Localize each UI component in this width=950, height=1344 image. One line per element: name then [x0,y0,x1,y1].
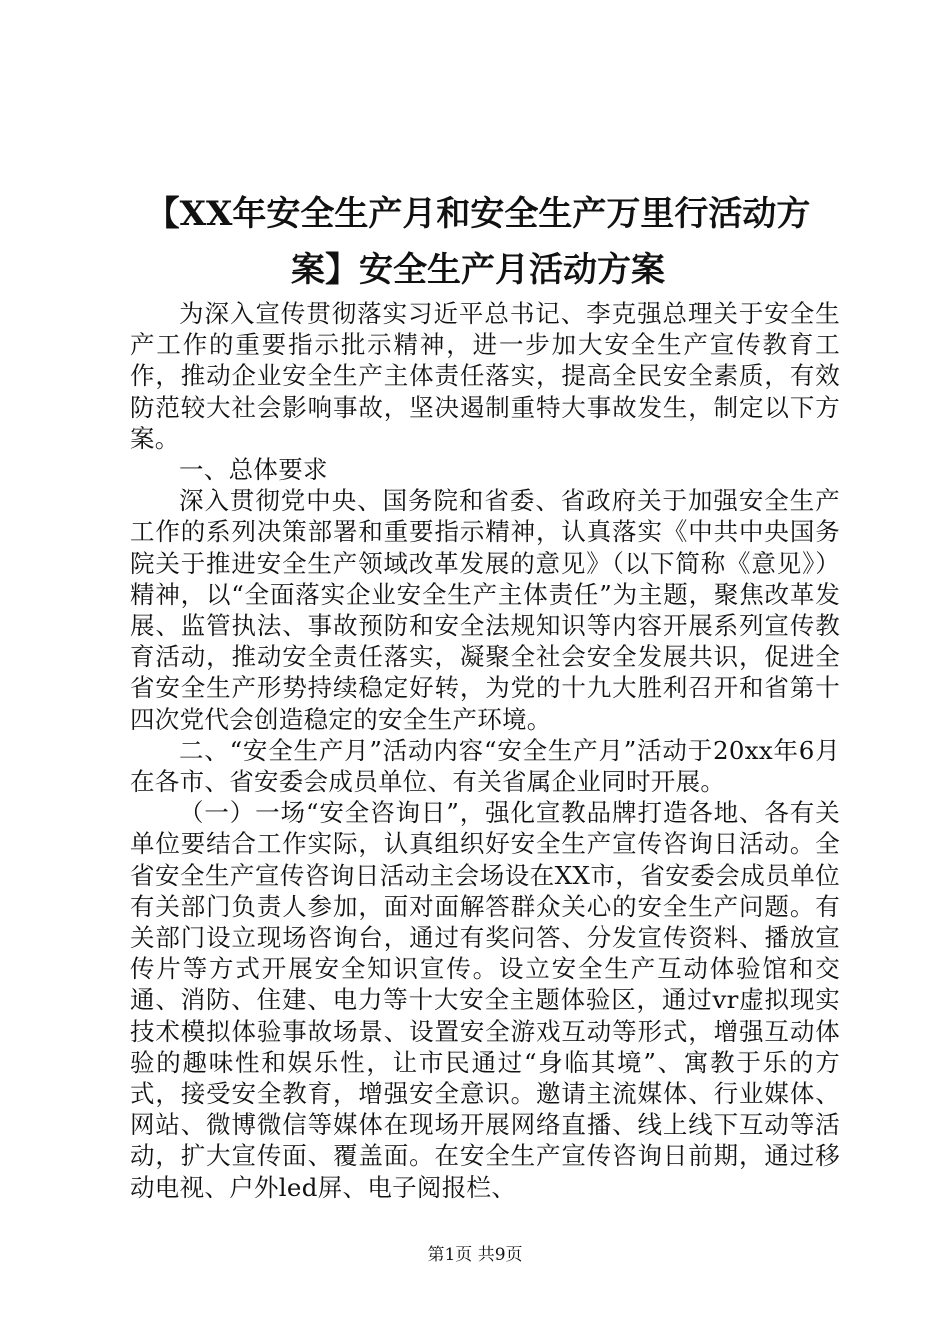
section-heading-general-requirements: 一、总体要求 [179,455,328,485]
paragraph-general-requirements: 深入贯彻党中央、国务院和省委、省政府关于加强安全生产工作的系列决策部署和重要指示精神，认真落实《中共中央国务院关于推进安全生产领域改革发展的意见》（以下简称《意见》）精神，以“全面落实企业安全生产主体责任”为主题，聚焦改革发展、监管执法、事故预防和安全法规知识等内容开展系列宣传教育活动，推动安全责任落实，凝聚全社会安全发展共识，促进全省安全生产形势持续稳定好转，为党的十九大胜利召开和省第十四次党代会创造稳定的安全生产环境。 [130,486,840,734]
paragraph-safety-consultation-day: （一）一场“安全咨询日”，强化宣教品牌打造各地、各有关单位要结合工作实际，认真组织好安全生产宣传咨询日活动。全省安全生产宣传咨询日活动主会场设在XX市，省安委会成员单位有关部门负责人参加，面对面解答群众关心的安全生产问题。有关部门设立现场咨询台，通过有奖问答、分发宣传资料、播放宣传片等方式开展安全知识宣传。设立安全生产互动体验馆和交通、消防、住建、电力等十大安全主题体验区，通过vr虚拟现实技术模拟体验事故场景、设置安全游戏互动等形式，增强互动体验的趣味性和娱乐性，让市民通过“身临其境”、寓教于乐的方式，接受安全教育，增强安全意识。邀请主流媒体、行业媒体、网站、微博微信等媒体在现场开展网络直播、线上线下互动等活动，扩大宣传面、覆盖面。在安全生产宣传咨询日前期，通过移动电视、户外led屏、电子阅报栏、 [130,798,840,1202]
section-heading-activity-content: 二、“安全生产月”活动内容“安全生产月”活动于20xx年6月在各市、省安委会成员单位、有关省属企业同时开展。 [130,735,840,797]
paragraph-intro: 为深入宣传贯彻落实习近平总书记、李克强总理关于安全生产工作的重要指示批示精神，进一步加大安全生产宣传教育工作，推动企业安全生产主体责任落实，提高全民安全素质，有效防范较大社会影响事故，坚决遏制重特大事故发生，制定以下方案。 [130,299,840,453]
page-footer: 第1页 共9页 [427,1245,523,1265]
document-body [130,298,840,1203]
document-title: 【XX年安全生产月和安全生产万里行活动方案】安全生产月活动方案 [145,194,811,290]
